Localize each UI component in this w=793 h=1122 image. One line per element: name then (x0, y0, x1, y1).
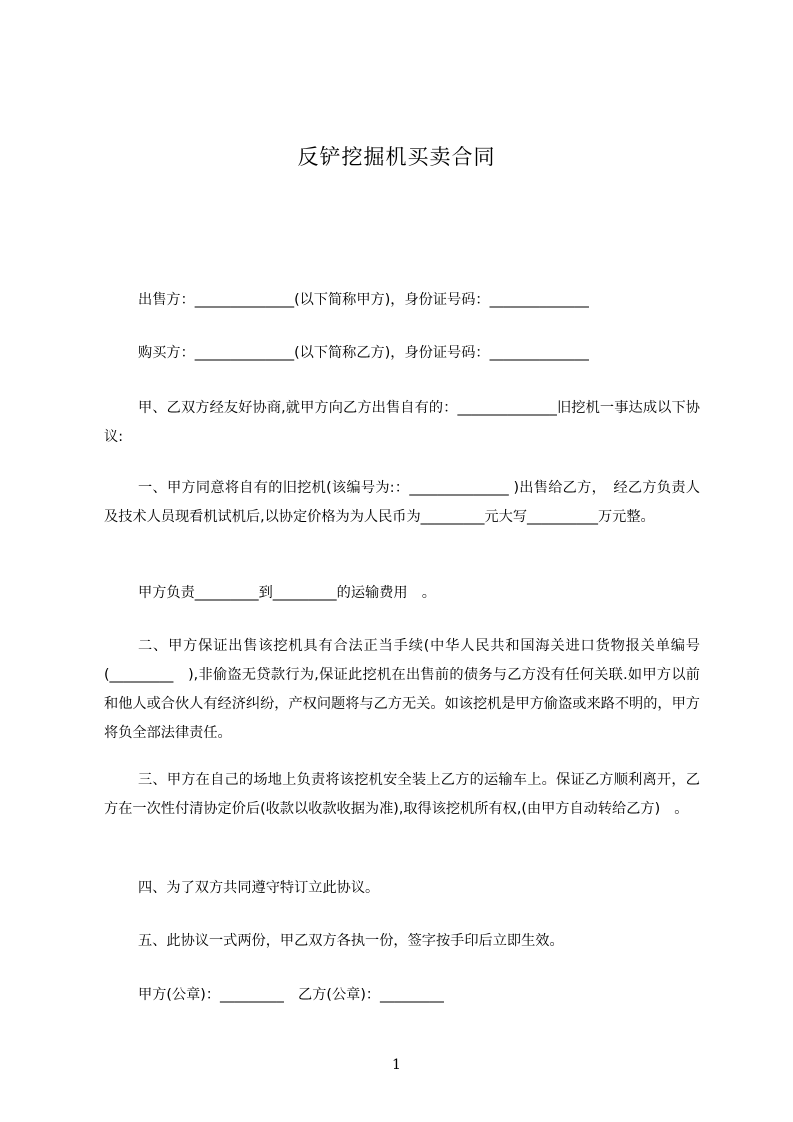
clause-two: 二、甲方保证出售该挖机具有合法正当手续(中华人民共和国海关进口货物报关单编号(_________ ),非偷盗无贷款行为,保证此挖机在出售前的债务与乙方没有任何关联.如甲方以前和他人或合伙人有经济纠纷，产权问题将与乙方无关。如该挖机是甲方偷盗或来路不明的，甲方将负全部法律责任。 (104, 638, 700, 741)
page-number: 1 (392, 1057, 401, 1073)
transport-fee-line: 甲方负责_________到_________的运输费用 。 (138, 585, 436, 601)
clause-five: 五、此协议一式两份，甲乙双方各执一份，签字按手印后立即生效。 (138, 933, 564, 949)
signature-line: 甲方(公章)：_________ 乙方(公章)：_________ (138, 987, 444, 1003)
clause-three: 三、甲方在自己的场地上负责将该挖机安全装上乙方的运输车上。保证乙方顺利离开，乙方在一次性付清协定价后(收款以收款收据为准),取得该挖机所有权,(由甲方自动转给乙方) 。 (104, 772, 700, 817)
intro-paragraph: 甲、乙双方经友好协商,就甲方向乙方出售自有的：______________旧挖机一事达成以下协议: (104, 400, 700, 445)
buyer-line: 购买方：______________(以下简称乙方)，身份证号码：______________ (138, 345, 589, 361)
clause-one: 一、甲方同意将自有的旧挖机(该编号为:：______________ )出售给乙方， 经乙方负责人及技术人员现看机试机后,以协定价格为为人民币为_________元大写__________万元整。 (104, 480, 700, 525)
clause-four: 四、为了双方共同遵守特订立此协议。 (138, 880, 380, 896)
seller-line: 出售方：______________(以下简称甲方)，身份证号码：______________ (138, 292, 589, 308)
contract-title: 反铲挖掘机买卖合同 (297, 145, 496, 169)
